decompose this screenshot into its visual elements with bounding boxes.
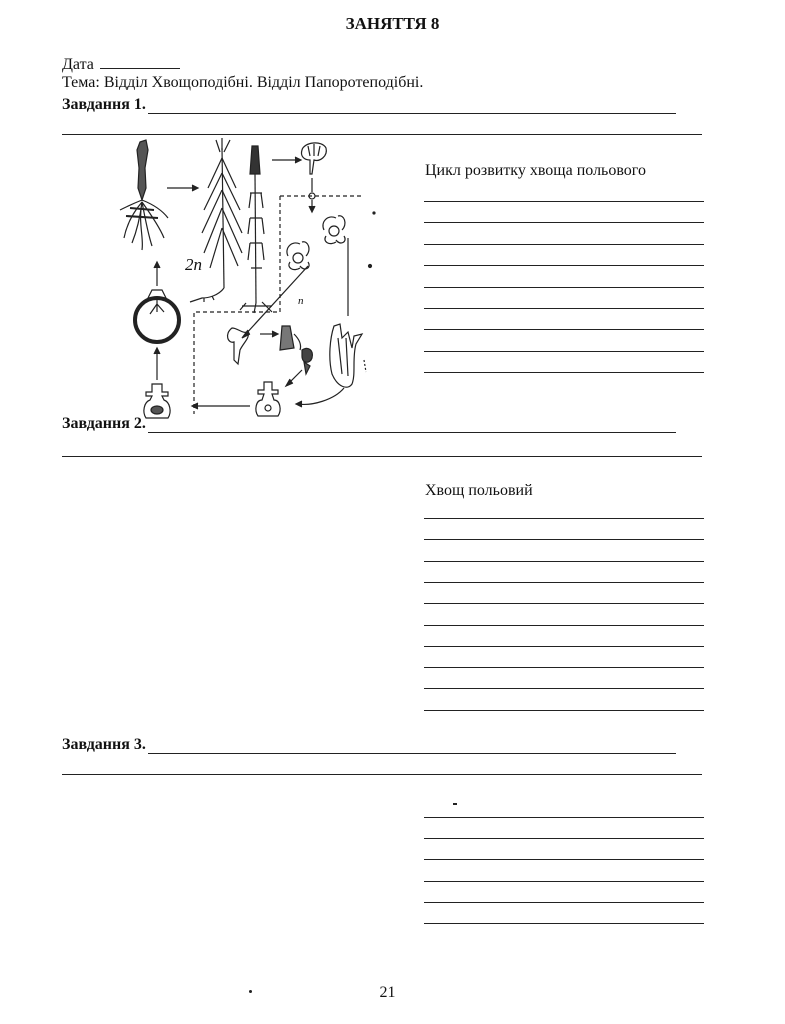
answer-line[interactable] [424, 667, 704, 668]
diploid-label: 2n [185, 255, 202, 274]
haploid-label: n [298, 295, 304, 307]
page-number: 21 [379, 984, 396, 1001]
answer-line[interactable] [424, 287, 704, 288]
archegonium-icon [256, 382, 280, 416]
task-1-label: Завдання 1. [62, 96, 146, 113]
page-title: ЗАНЯТТЯ 8 [345, 14, 440, 33]
answer-line[interactable] [424, 518, 704, 519]
answer-line[interactable] [424, 688, 704, 689]
stray-mark [453, 803, 457, 805]
answer-line[interactable] [424, 265, 704, 266]
answer-line[interactable] [424, 710, 704, 711]
task-3-answer-field[interactable] [148, 739, 676, 754]
task-3-heading [62, 736, 676, 754]
task-2-block-label: Хвощ польовий [425, 482, 533, 499]
answer-line[interactable] [424, 308, 704, 309]
task-1-block-label: Цикл розвитку хвоща польового [425, 162, 646, 179]
date-row [62, 54, 180, 74]
task-1-heading [62, 96, 676, 114]
young-sporophyte-icon [135, 290, 179, 342]
date-field[interactable] [100, 54, 180, 69]
answer-line[interactable] [424, 561, 704, 562]
task-2-label: Завдання 2. [62, 415, 146, 432]
answer-line[interactable] [424, 329, 704, 330]
answer-line[interactable] [424, 838, 704, 839]
fertile-shoot-icon [240, 146, 272, 313]
answer-line[interactable] [424, 582, 704, 583]
task-3-answer-line-full[interactable] [62, 774, 702, 775]
answer-line[interactable] [424, 881, 704, 882]
answer-line[interactable] [424, 646, 704, 647]
task-2-answer-field[interactable] [148, 418, 676, 433]
answer-line[interactable] [424, 372, 704, 373]
answer-line[interactable] [424, 351, 704, 352]
sporangiophore-icon [301, 143, 326, 174]
answer-line[interactable] [424, 539, 704, 540]
answer-line[interactable] [424, 603, 704, 604]
answer-line[interactable] [424, 902, 704, 903]
answer-line[interactable] [424, 625, 704, 626]
answer-line[interactable] [424, 244, 704, 245]
task-1-answer-field[interactable] [148, 99, 676, 114]
answer-line[interactable] [424, 201, 704, 202]
task-1-answer-line-full[interactable] [62, 134, 702, 135]
sterile-shoot-icon [190, 138, 242, 302]
horsetail-life-cycle-diagram [112, 138, 402, 420]
task-2-heading [62, 415, 676, 433]
date-label: Дата [62, 56, 94, 73]
lesson-theme: Тема: Відділ Хвощоподібні. Відділ Папоротеподібні. [62, 74, 424, 91]
spore-with-elaters-icon [287, 216, 345, 270]
answer-line[interactable] [424, 923, 704, 924]
answer-line[interactable] [424, 859, 704, 860]
task-3-label: Завдання 3. [62, 736, 146, 753]
embryo-icon [144, 384, 170, 418]
sprout-icon [120, 140, 168, 250]
female-prothallus-icon [330, 324, 362, 387]
answer-line[interactable] [424, 817, 704, 818]
task-2-answer-line-full[interactable] [62, 456, 702, 457]
answer-line[interactable] [424, 222, 704, 223]
